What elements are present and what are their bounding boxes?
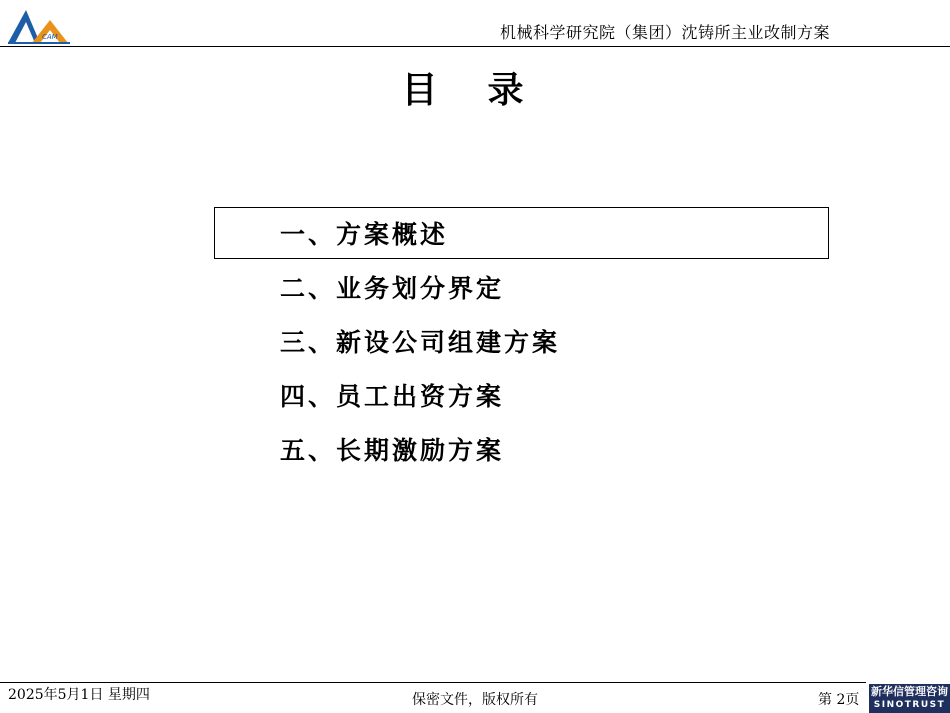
page-number: 第 2页 bbox=[818, 692, 860, 708]
cam-logo-text: CAM bbox=[42, 33, 58, 41]
toc-item-overview[interactable]: 一、方案概述 bbox=[280, 220, 449, 249]
toc-list bbox=[280, 216, 560, 486]
toc-item-business-division[interactable]: 二、业务划分界定 bbox=[280, 274, 505, 303]
toc-item-long-term-incentive[interactable]: 五、长期激励方案 bbox=[280, 436, 505, 465]
sinotrust-logo-icon bbox=[869, 684, 950, 713]
footer-date: 2025年5月1日 星期四 bbox=[8, 687, 150, 703]
footer-confidential-notice: 保密文件，版权所有 bbox=[412, 692, 538, 708]
header-title: 机械科学研究院（集团）沈铸所主业改制方案 bbox=[499, 23, 830, 42]
toc-item-employee-investment[interactable]: 四、员工出资方案 bbox=[280, 382, 505, 411]
footer-divider bbox=[0, 682, 866, 683]
header-divider bbox=[0, 46, 950, 47]
page-title: 目录 bbox=[401, 70, 574, 111]
cam-logo-icon bbox=[6, 6, 72, 46]
sinotrust-logo-cn: 新华信管理咨询 bbox=[871, 685, 948, 698]
toc-item-new-company[interactable]: 三、新设公司组建方案 bbox=[280, 328, 561, 357]
sinotrust-logo-en: SINOTRUST bbox=[873, 700, 946, 710]
